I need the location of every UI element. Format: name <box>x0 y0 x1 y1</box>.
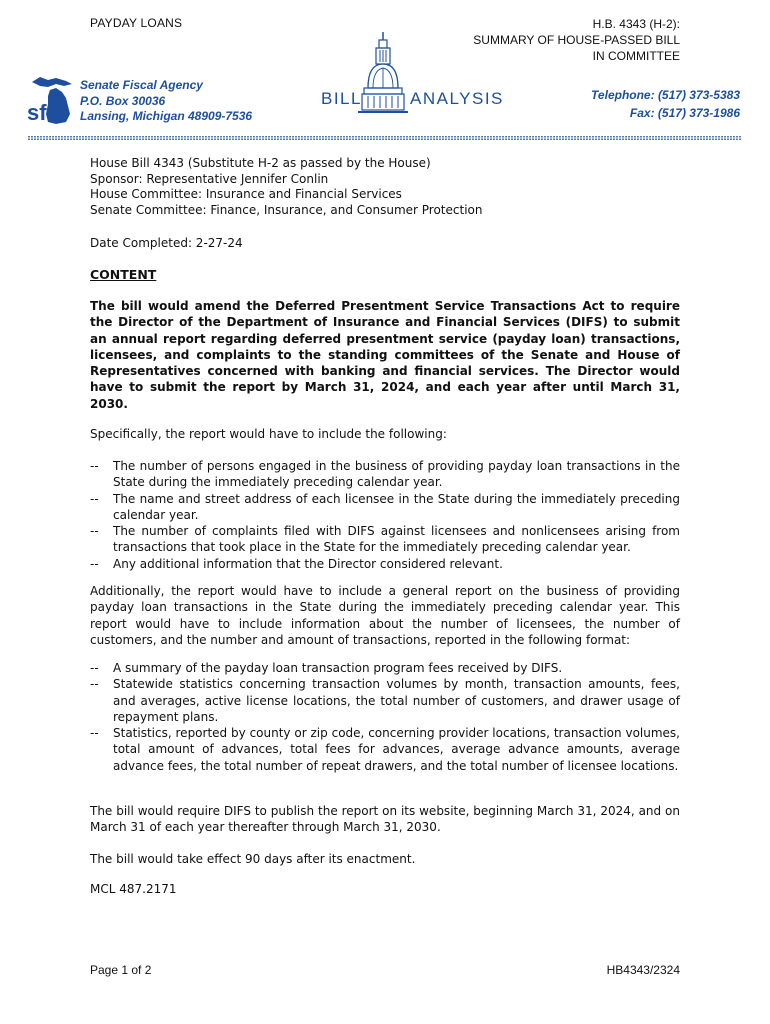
agency-block <box>80 78 252 125</box>
agency-address-line2: Lansing, Michigan 48909-7536 <box>80 109 253 123</box>
summary-paragraph: The bill would amend the Deferred Presentment Service Transactions Act to require the Director of the Department of Insurance and Financial Services (DIFS) to submit an annual report regarding deferred presentment service (payday loan) transactions, licensees, and complaints to the standing committees of the Senate and House of Representatives concerned with banking and financial services. The Director would have to submit the report by March 31, 2024, and each year after until March 31, 2030. <box>90 299 680 411</box>
bill-number: H.B. 4343 (H-2): <box>592 17 680 31</box>
date-completed: Date Completed: 2-27-24 <box>90 236 243 250</box>
bill-title: House Bill 4343 (Substitute H-2 as passed by the House) <box>90 156 431 170</box>
bill-meta <box>90 156 690 219</box>
list-item-text: The number of complaints filed with DIFS against licensees and nonlicensees arising from transactions that took place in the State for the immediately preceding calendar year. <box>113 524 680 555</box>
agency-address-line1: P.O. Box 30036 <box>80 93 166 108</box>
list-item <box>90 556 680 572</box>
list-item <box>90 458 680 491</box>
bill-status-header <box>473 16 680 64</box>
list-item <box>90 676 680 725</box>
publish-paragraph: The bill would require DIFS to publish the report on its website, beginning March 31, 2024, and on March 31 of each year thereafter through March 31, 2030. <box>90 804 680 835</box>
list-dash: -- <box>90 726 99 741</box>
list-item <box>90 725 680 774</box>
fax: Fax: (517) 373-1986 <box>629 106 740 120</box>
list-dash: -- <box>90 556 99 571</box>
additionally-paragraph: Additionally, the report would have to include a general report on the business of providing payday loan transactions in the State during the immediately preceding calendar year. This report would have to include information about the number of licensees, the number of customers, and the number and amount of transactions, reported in the following format: <box>90 584 680 647</box>
senate-committee: Senate Committee: Finance, Insurance, and Consumer Protection <box>90 203 483 218</box>
document-id: HB4343/2324 <box>606 963 680 977</box>
agency-name: Senate Fiscal Agency <box>80 78 203 92</box>
list-item-text: A summary of the payday loan transaction program fees received by DIFS. <box>113 661 563 675</box>
effective-date-paragraph: The bill would take effect 90 days after its enactment. <box>90 852 416 866</box>
list-item <box>90 660 680 676</box>
list-item-text: Statewide statistics concerning transaction volumes by month, transaction amounts, fees, and averages, active license locations, the total number of customers, and drawer usage of repayment plans. <box>113 677 680 724</box>
bill-word: BILL <box>321 89 362 108</box>
sponsor: Sponsor: Representative Jennifer Conlin <box>90 171 329 186</box>
list-dash: -- <box>90 491 99 506</box>
list-dash: -- <box>90 524 99 539</box>
specifically-paragraph: Specifically, the report would have to include the following: <box>90 427 447 441</box>
telephone: Telephone: (517) 373-5383 <box>591 88 740 102</box>
analysis-word: ANALYSIS <box>410 89 504 108</box>
capitol-dome-icon <box>358 30 408 118</box>
list-item <box>90 491 680 524</box>
list-item-text: Any additional information that the Director considered relevant. <box>113 556 503 571</box>
list-dash: -- <box>90 677 99 692</box>
letterhead-rule <box>28 136 742 140</box>
contact-block <box>591 86 740 122</box>
summary-type: SUMMARY OF HOUSE-PASSED BILL <box>473 33 680 47</box>
logo-text: sfa <box>27 100 59 125</box>
list-dash: -- <box>90 661 99 675</box>
mcl-reference: MCL 487.2171 <box>90 882 177 896</box>
report-contents-list <box>90 458 680 572</box>
list-item-text: The name and street address of each licensee in the State during the immediately preceding calendar year. <box>113 491 680 522</box>
list-dash: -- <box>90 459 99 473</box>
content-heading: CONTENT <box>90 267 157 282</box>
list-item-text: Statistics, reported by county or zip code, concerning provider locations, transaction volumes, total amount of advances, total fees for advances, average advance amounts, average advance fees, the total number of repeat drawers, and the total number of licensee locations. <box>113 726 680 773</box>
page-number: Page 1 of 2 <box>90 963 152 977</box>
bill-stage: IN COMMITTEE <box>592 49 680 63</box>
list-item <box>90 523 680 556</box>
house-committee: House Committee: Insurance and Financial Services <box>90 187 402 202</box>
running-title: PAYDAY LOANS <box>90 16 183 30</box>
report-format-list <box>90 660 680 774</box>
sfa-logo-icon <box>26 74 78 128</box>
list-item-text: The number of persons engaged in the business of providing payday loan transactions in the State during the immediately preceding calendar year. <box>113 459 680 490</box>
